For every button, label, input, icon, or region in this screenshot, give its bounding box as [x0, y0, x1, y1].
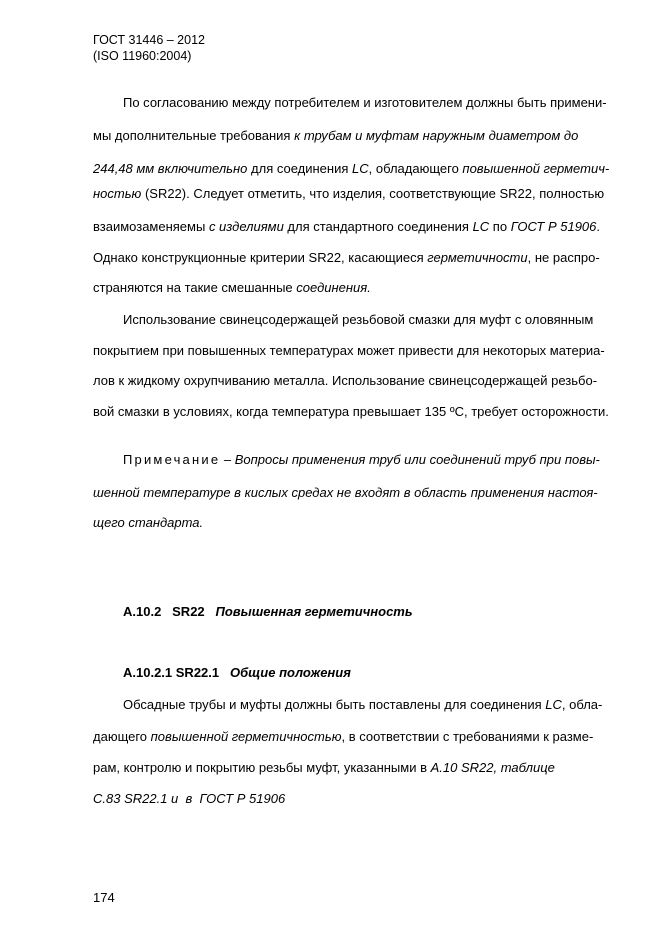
subsection-heading [123, 665, 351, 681]
text-line: Примечание – Вопросы применения труб или соединений труб при повы- [123, 452, 600, 467]
text-line: покрытием при повышенных температурах может привести для некоторых материа- [93, 343, 605, 358]
text-line: Использование свинецсодержащей резьбовой смазки для муфт с оловянным [123, 312, 594, 327]
text-line: Обсадные трубы и муфты должны быть поставлены для соединения LC, обла- [123, 697, 603, 712]
text-line: щего стандарта. [93, 515, 204, 530]
document-standard-code: ГОСТ 31446 – 2012 [93, 33, 205, 47]
text-line: По согласованию между потребителем и изготовителем должны быть примени- [123, 95, 607, 110]
text-line: ностью (SR22). Следует отметить, что изделия, соответствующие SR22, полностью [93, 186, 605, 201]
text-line: страняются на такие смешанные соединения. [93, 280, 371, 295]
text-line: 244,48 мм включительно для соединения LC, обладающего повышенной герметич- [93, 161, 610, 176]
text-line: лов к жидкому охрупчиванию металла. Использование свинецсодержащей резьбо- [93, 373, 598, 388]
text-line: взаимозаменяемы с изделиями для стандартного соединения LC по ГОСТ Р 51906. [93, 219, 601, 234]
page-number: 174 [93, 890, 115, 905]
section-title: Повышенная герметичность [215, 604, 413, 619]
text-line: С.83 SR22.1 и в ГОСТ Р 51906 [93, 791, 286, 806]
text-line: рам, контролю и покрытию резьбы муфт, указанными в А.10 SR22, таблице [93, 760, 555, 775]
subsection-title: Общие положения [229, 665, 351, 680]
subsection-number: A.10.2.1 SR22.1 [123, 665, 220, 680]
note-label: Примечание [123, 452, 221, 467]
text-line: вой смазки в условиях, когда температура превышает 135 ºС, требует осторожности. [93, 404, 609, 419]
text-line: шенной температуре в кислых средах не входят в область применения настоя- [93, 485, 598, 500]
document-iso-reference: (ISO 11960:2004) [93, 49, 192, 63]
section-heading [123, 604, 413, 620]
section-number: A.10.2 SR22 [123, 604, 205, 619]
text-line: Однако конструкционные критерии SR22, касающиеся герметичности, не распро- [93, 250, 600, 265]
text-line: мы дополнительные требования к трубам и муфтам наружным диаметром до [93, 128, 579, 143]
text-line: дающего повышенной герметичностью, в соответствии с требованиями к разме- [93, 729, 594, 744]
